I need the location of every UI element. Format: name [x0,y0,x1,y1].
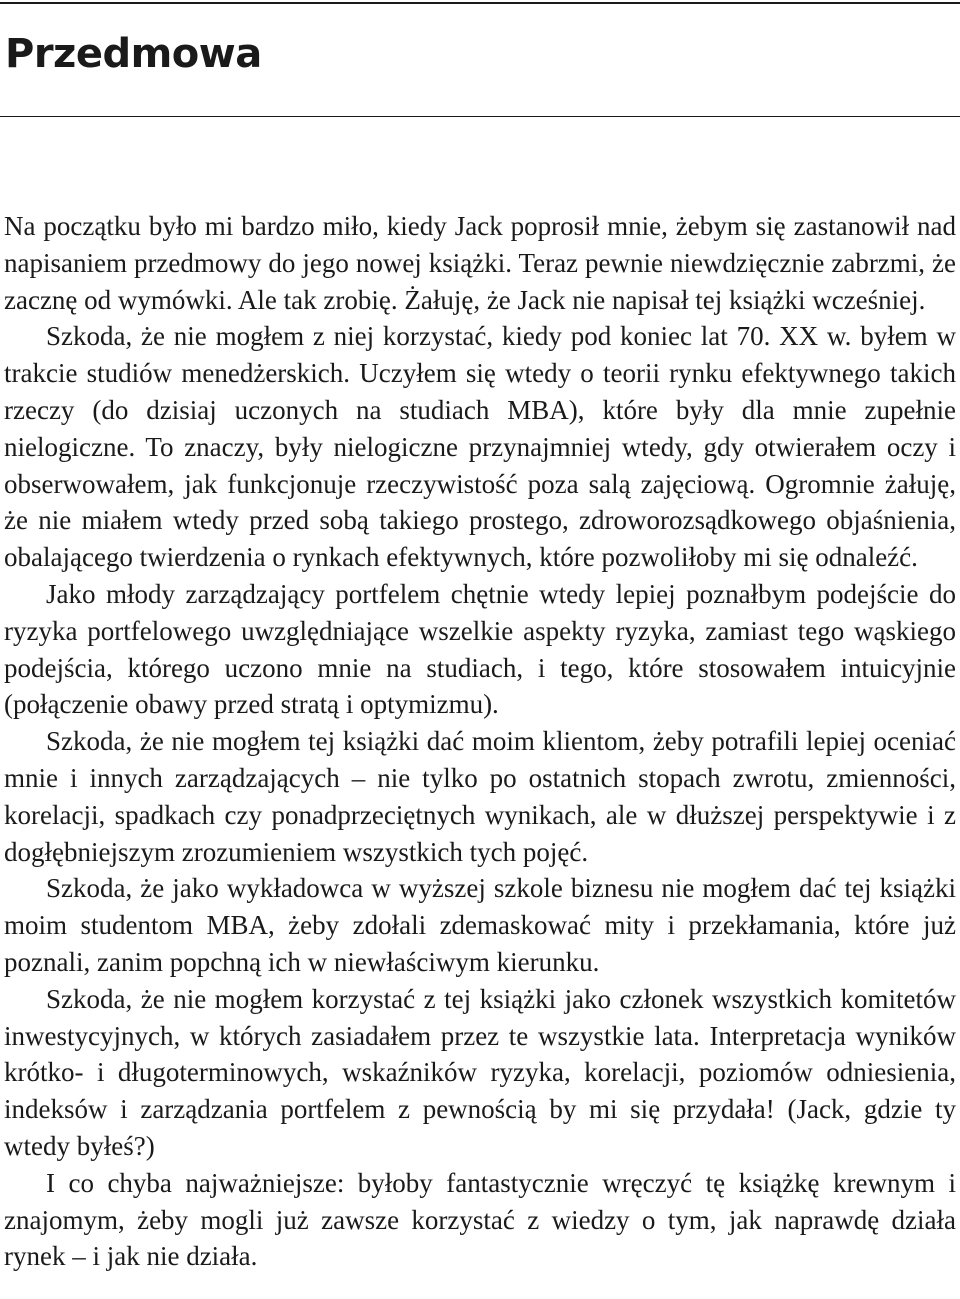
paragraph-5: Szkoda, że jako wykładowca w wyższej szkole biznesu nie mogłem dać tej książki moim studentom MBA, żeby zdołali zdemaskować mity i przekłamania, które już poznali, zanim popchną ich w niewłaściwym kierunku. [4,873,956,977]
chapter-title: Przedmowa [5,31,262,77]
paragraph-2: Szkoda, że nie mogłem z niej korzystać, kiedy pod koniec lat 70. XX w. byłem w trakcie studiów menedżerskich. Uczyłem się wtedy o teorii rynku efektywnego takich rzeczy (do dzisiaj uczonych na studiach MBA), które były dla mnie zupełnie nielogiczne. To znaczy, były nielogiczne przynajmniej wtedy, gdy otwierałem oczy i obserwowałem, jak funkcjonuje rzeczywistość poza salą zajęciową. Ogromnie żałuję, że nie miałem wtedy przed sobą takiego prostego, zdroworozsądkowego objaśnienia, obalającego twierdzenia o rynkach efektywnych, które pozwoliłoby mi się odnaleźć. [4,321,956,573]
body-text [4,208,956,1275]
paragraph-1: Na początku było mi bardzo miło, kiedy Jack poprosił mnie, żebym się zastanowił nad napisaniem przedmowy do jego nowej książki. Teraz pewnie niewdzięcznie zabrzmi, że zacznę od wymówki. Ale tak zrobię. Żałuję, że Jack nie napisał tej książki wcześniej. [4,211,956,315]
paragraph-3: Jako młody zarządzający portfelem chętnie wtedy lepiej poznałbym podejście do ryzyka portfelowego uwzględniające wszelkie aspekty ryzyka, zamiast tego wąskiego podejścia, którego uczono mnie na studiach, i tego, które stosowałem intuicyjnie (połączenie obawy przed stratą i optymizmu). [4,578,956,720]
title-rule [0,116,960,117]
paragraph-6: Szkoda, że nie mogłem korzystać z tej książki jako członek wszystkich komitetów inwestycyjnych, w których zasiadałem przez te wszystkie lata. Interpretacja wyników krótko- i długoterminowych, wskaźników ryzyka, korelacji, poziomów odniesienia, indeksów i zarządzania portfelem z pewnością by mi się przydała! (Jack, gdzie ty wtedy byłeś?) [4,983,956,1161]
paragraph-7: I co chyba najważniejsze: byłoby fantastycznie wręczyć tę książkę krewnym i znajomym, żeby mogli już zawsze korzystać z wiedzy o tym, jak naprawdę działa rynek – i jak nie działa. [4,1167,956,1272]
top-rule [0,2,960,4]
paragraph-4: Szkoda, że nie mogłem tej książki dać moim klientom, żeby potrafili lepiej oceniać mnie i innych zarządzających – nie tylko po ostatnich stopach zwrotu, zmienności, korelacji, spadkach czy ponadprzeciętnych wynikach, ale w dłuższej perspektywie i z dogłębniejszym zrozumieniem wszystkich tych pojęć. [4,726,956,867]
